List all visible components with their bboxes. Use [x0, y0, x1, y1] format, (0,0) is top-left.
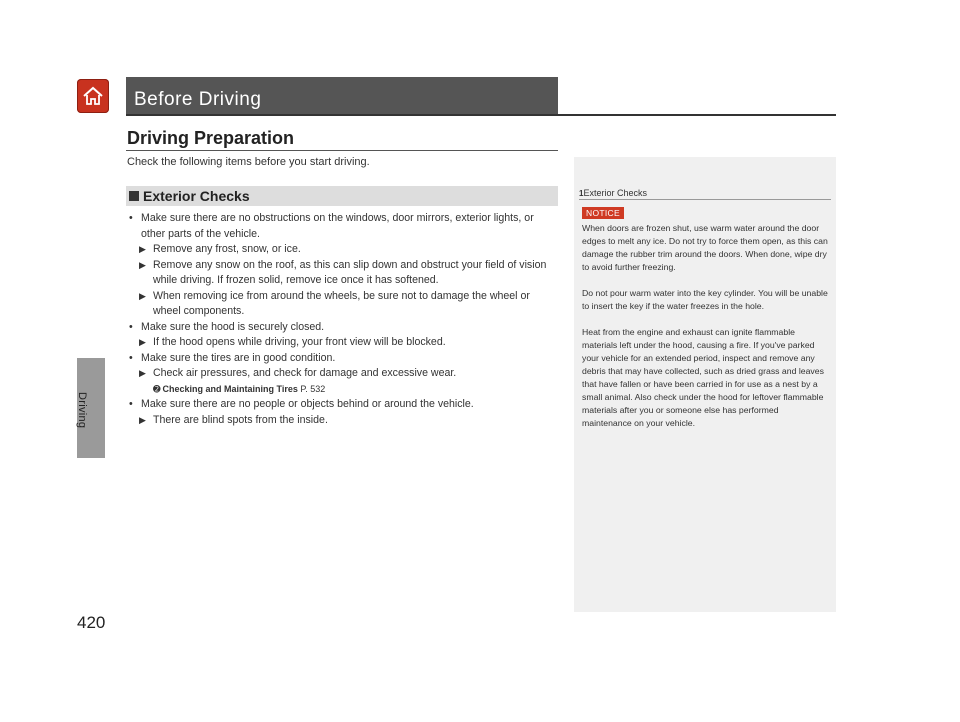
side-note-divider	[579, 199, 831, 200]
arrow-icon: ▶	[139, 337, 146, 347]
sub-item: ▶ Check air pressures, and check for damage and excessive wear.	[127, 366, 559, 382]
reference-arrow-icon: ➋	[153, 383, 161, 394]
chapter-title-bar	[126, 77, 558, 114]
arrow-icon: ▶	[139, 414, 146, 425]
sub-item: ▶ There are blind spots from the inside.	[127, 413, 559, 429]
arrow-icon: ▶	[139, 290, 146, 301]
arrow-icon: ▶	[139, 244, 146, 254]
title-divider	[126, 114, 836, 116]
sub-item: ▶ Remove any snow on the roof, as this can slip down and obstruct your field of vision while driving. If frozen solid, remove ice once it has softened.	[139, 258, 547, 286]
sub-item: ▶ Remove any frost, snow, or ice.	[127, 242, 559, 258]
list-item: • Make sure the hood is securely closed.	[129, 320, 325, 333]
home-button[interactable]	[77, 79, 109, 113]
subsection-title: Exterior Checks	[143, 188, 250, 204]
arrow-icon: ▶	[139, 368, 146, 378]
cross-reference-link[interactable]: ➋ Checking and Maintaining Tires P. 532	[127, 382, 559, 398]
side-note-text: When doors are frozen shut, use warm water around the door edges to melt any ice. Do not try to force them open, as this can damage the rubber trim around the doors. When done, wipe dry to avoid further freezing. Do not pour warm water into the key cylinder. You will be unable to insert the key if the water freezes in the hole. Heat from the engine and exhaust can ignite flammable materials left under the hood, causing a fire. If you've parked your vehicle for an extended period, inspect and remove any debris that may have collected, such as dried grass and leaves that have fallen or have been carried in for use as a nest by a small animal. Also check under the hood for leftover flammable materials after you or someone else has performed maintenance on your vehicle.	[582, 223, 828, 428]
list-item: • Make sure the tires are in good condition.	[129, 351, 336, 364]
notice-badge: NOTICE	[582, 207, 624, 219]
list-item: • Make sure there are no people or objects behind or around the vehicle.	[129, 398, 474, 410]
sub-item: ▶ When removing ice from around the wheels, be sure not to damage the wheel or wheel components.	[139, 289, 530, 317]
chapter-title: Before Driving	[134, 89, 262, 110]
chapter-label: Driving	[76, 392, 88, 429]
main-content	[127, 211, 559, 428]
section-divider	[126, 150, 558, 151]
side-note-heading: 1Exterior Checks	[579, 188, 647, 198]
sub-item: ▶ If the hood opens while driving, your front view will be blocked.	[127, 335, 559, 351]
list-item: • Make sure there are no obstructions on the windows, door mirrors, exterior lights, or other parts of the vehicle.	[129, 212, 534, 240]
section-intro: Check the following items before you start driving.	[127, 156, 370, 168]
home-icon	[82, 85, 104, 107]
square-bullet-icon	[129, 191, 139, 201]
page-number: 420	[77, 613, 106, 632]
arrow-icon: ▶	[139, 259, 146, 270]
section-title: Driving Preparation	[127, 128, 295, 148]
subsection-header	[126, 186, 558, 206]
